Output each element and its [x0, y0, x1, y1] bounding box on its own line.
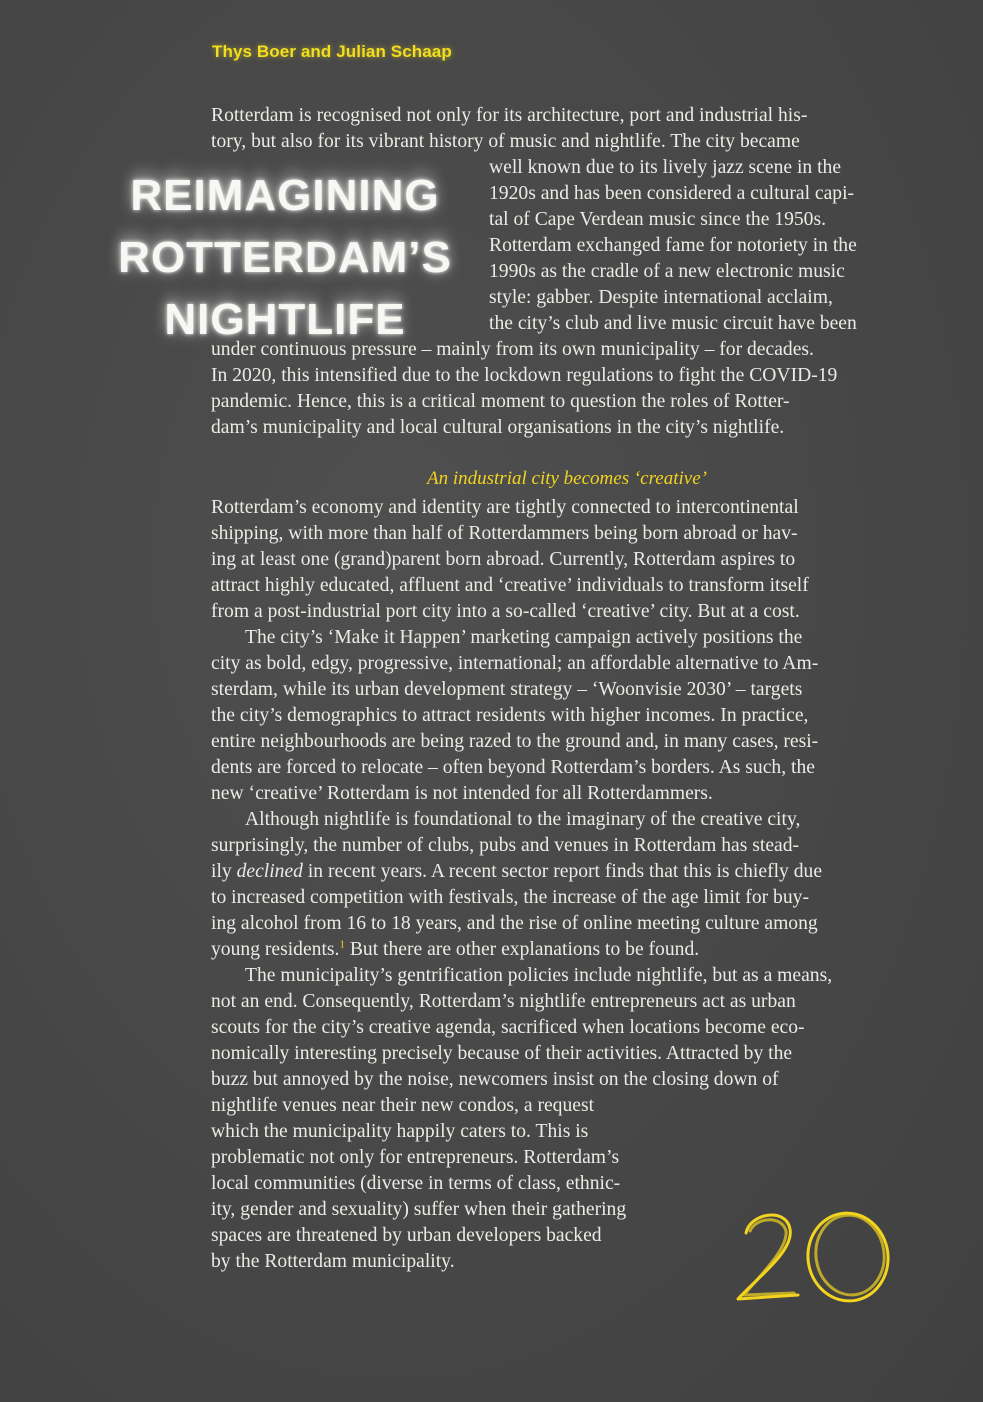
text-line: under continuous pressure – mainly from its own municipality – for decades.: [211, 339, 814, 360]
text-line: tal of Cape Verdean music since the 1950s.: [489, 209, 826, 230]
section-body: [211, 495, 923, 1275]
text-line: attract highly educated, affluent and ‘creative’ individuals to transform itself: [211, 575, 809, 596]
text-line: entire neighbourhoods are being razed to the ground and, in many cases, resi-: [211, 731, 819, 752]
declined-emphasis: declined: [236, 861, 303, 882]
text-line: pandemic. Hence, this is a critical moment to question the roles of Rotter-: [211, 391, 790, 412]
text-line: problematic not only for entrepreneurs. Rotterdam’s: [211, 1147, 620, 1168]
text-line: The municipality’s gentrification policies include nightlife, but as a means,: [245, 965, 833, 986]
section-subheading: An industrial city becomes ‘creative’: [427, 468, 707, 489]
text-line: [211, 859, 923, 885]
text-line: the city’s club and live music circuit have been: [489, 313, 857, 334]
text-line: 1990s as the cradle of a new electronic music: [489, 261, 845, 282]
footnote-line-suffix: But there are other explanations to be found.: [344, 939, 700, 960]
text-line: nightlife venues near their new condos, a request: [211, 1095, 595, 1116]
title-line: NIGHTLIFE: [164, 295, 406, 344]
text-line: shipping, with more than half of Rotterdammers being born abroad or hav-: [211, 523, 798, 544]
text-line: local communities (diverse in terms of class, ethnic-: [211, 1173, 621, 1194]
text-line: ing alcohol from 16 to 18 years, and the rise of online meeting culture among: [211, 913, 818, 934]
text-line: city as bold, edgy, progressive, international; an affordable alternative to Am-: [211, 653, 819, 674]
text-line: by the Rotterdam municipality.: [211, 1251, 455, 1272]
text-line: scouts for the city’s creative agenda, sacrificed when locations become eco-: [211, 1017, 805, 1038]
text-line: new ‘creative’ Rotterdam is not intended for all Rotterdammers.: [211, 783, 713, 804]
text-line: which the municipality happily caters to. This is: [211, 1121, 589, 1142]
text-line: Rotterdam is recognised not only for its architecture, port and industrial his-: [211, 105, 808, 126]
declined-prefix: ily: [211, 861, 237, 882]
text-line: well known due to its lively jazz scene in the: [489, 157, 842, 178]
title-line: REIMAGINING: [130, 171, 440, 220]
text-line: not an end. Consequently, Rotterdam’s nightlife entrepreneurs act as urban: [211, 991, 796, 1012]
text-line: buzz but annoyed by the noise, newcomers insist on the closing down of: [211, 1069, 779, 1090]
text-line: In 2020, this intensified due to the lockdown regulations to fight the COVID-19: [211, 365, 838, 386]
page-number-handwritten: [728, 1195, 903, 1315]
text-line: ity, gender and sexuality) suffer when their gathering: [211, 1199, 627, 1220]
text-line: spaces are threatened by urban developers backed: [211, 1225, 602, 1246]
text-line: to increased competition with festivals, the increase of the age limit for buy-: [211, 887, 809, 908]
text-line: surprisingly, the number of clubs, pubs and venues in Rotterdam has stead-: [211, 835, 800, 856]
footnote-line-text: young residents.: [211, 939, 340, 960]
text-line: style: gabber. Despite international acclaim,: [489, 287, 833, 308]
text-line: the city’s demographics to attract residents with higher incomes. In practice,: [211, 705, 809, 726]
text-line: The city’s ‘Make it Happen’ marketing campaign actively positions the: [245, 627, 803, 648]
text-line: dents are forced to relocate – often beyond Rotterdam’s borders. As such, the: [211, 757, 815, 778]
declined-suffix: in recent years. A recent sector report finds that this is chiefly due: [302, 861, 823, 882]
text-line: ing at least one (grand)parent born abroad. Currently, Rotterdam aspires to: [211, 549, 796, 570]
text-line: from a post-industrial port city into a so-called ‘creative’ city. But at a cost.: [211, 601, 800, 622]
text-line: dam’s municipality and local cultural organisations in the city’s nightlife.: [211, 417, 785, 438]
text-line: 1920s and has been considered a cultural capi-: [489, 183, 855, 204]
intro-paragraph: [211, 103, 923, 441]
text-line: [211, 937, 923, 963]
title-line: ROTTERDAM’S: [118, 233, 452, 282]
text-line: Although nightlife is foundational to the imaginary of the creative city,: [245, 809, 801, 830]
authors: Thys Boer and Julian Schaap: [212, 42, 452, 61]
text-line: Rotterdam’s economy and identity are tightly connected to intercontinental: [211, 497, 799, 518]
text-line: sterdam, while its urban development strategy – ‘Woonvisie 2030’ – targets: [211, 679, 803, 700]
footnote-marker: 1: [339, 938, 345, 951]
text-line: nomically interesting precisely because of their activities. Attracted by the: [211, 1043, 793, 1064]
text-line: tory, but also for its vibrant history of music and nightlife. The city became: [211, 131, 800, 152]
text-line: Rotterdam exchanged fame for notoriety in the: [489, 235, 857, 256]
page-number: [728, 1195, 903, 1315]
